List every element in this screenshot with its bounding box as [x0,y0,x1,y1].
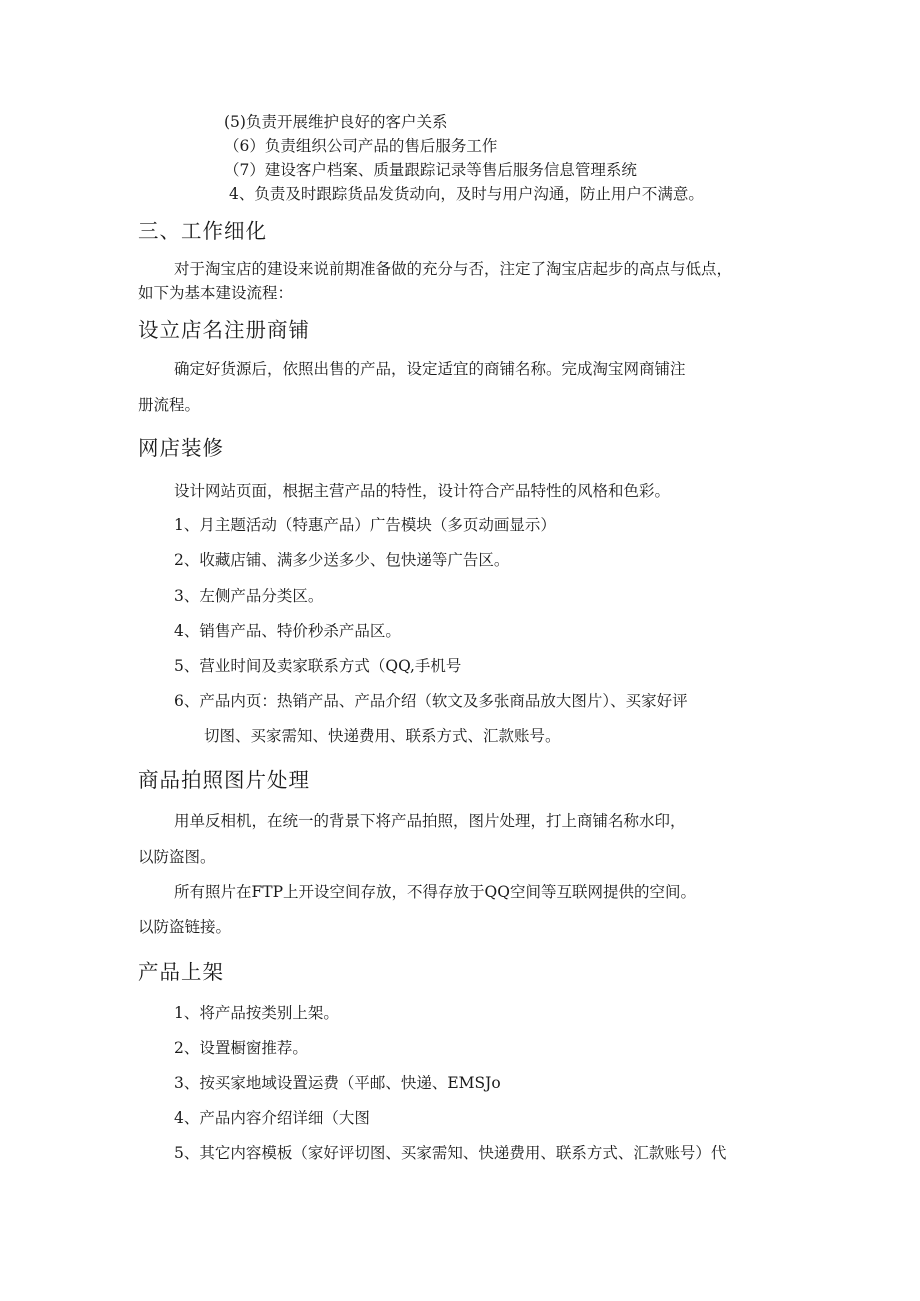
paragraph-line: 对于淘宝店的建设来说前期准备做的充分与否，注定了淘宝店起步的高点与低点， [174,260,733,278]
list-item: 3、左侧产品分类区。 [174,587,324,605]
list-item: 5、营业时间及卖家联系方式（QQ,手机号 [174,657,462,675]
paragraph-line: 设计网站页面，根据主营产品的特性，设计符合产品特性的风格和色彩。 [174,482,671,500]
list-item: 切图、买家需知、快递费用、联系方式、汇款账号。 [204,727,561,745]
paragraph-line: 以防盗图。 [138,848,216,866]
list-item: 4、产品内容介绍详细（大图 [174,1109,370,1127]
list-item: 4、负责及时跟踪货品发货动向，及时与用户沟通，防止用户不满意。 [229,185,704,203]
paragraph-line: 用单反相机，在统一的背景下将产品拍照，图片处理，打上商铺名称水印， [174,812,686,830]
paragraph-line: 如下为基本建设流程： [138,284,294,302]
section-heading: 产品上架 [138,960,224,984]
paragraph-line: 以防盗链接。 [138,918,232,936]
list-item: 1、将产品按类别上架。 [174,1004,339,1022]
list-item: (5)负责开展维护良好的客户关系 [224,113,448,131]
list-item: （7）建设客户档案、质量跟踪记录等售后服务信息管理系统 [224,161,637,179]
paragraph-line: 确定好货源后，依照出售的产品，设定适宜的商铺名称。完成淘宝网商铺注 [174,360,686,378]
list-item: 6、产品内页：热销产品、产品介绍（软文及多张商品放大图片）、买家好评 [174,692,688,710]
list-item: 2、设置橱窗推荐。 [174,1039,308,1057]
list-item: 3、按买家地域设置运费（平邮、快递、EMSJo [174,1074,501,1092]
list-item: 5、其它内容模板（家好评切图、买家需知、快递费用、联系方式、汇款账号）代 [174,1144,727,1162]
section-heading: 网店装修 [138,436,224,460]
section-heading: 三、工作细化 [138,219,267,243]
section-heading: 商品拍照图片处理 [138,768,310,792]
paragraph-line: 所有照片在FTP上开设空间存放，不得存放于QQ空间等互联网提供的空间。 [174,883,696,901]
paragraph-line: 册流程。 [138,396,201,414]
list-item: 1、月主题活动（特惠产品）广告模块（多页动画显示） [174,516,556,534]
list-item: （6）负责组织公司产品的售后服务工作 [224,137,498,155]
list-item: 4、销售产品、特价秒杀产品区。 [174,622,401,640]
list-item: 2、收藏店铺、满多少送多少、包快递等广告区。 [174,551,510,569]
section-heading: 设立店名注册商铺 [138,318,310,342]
